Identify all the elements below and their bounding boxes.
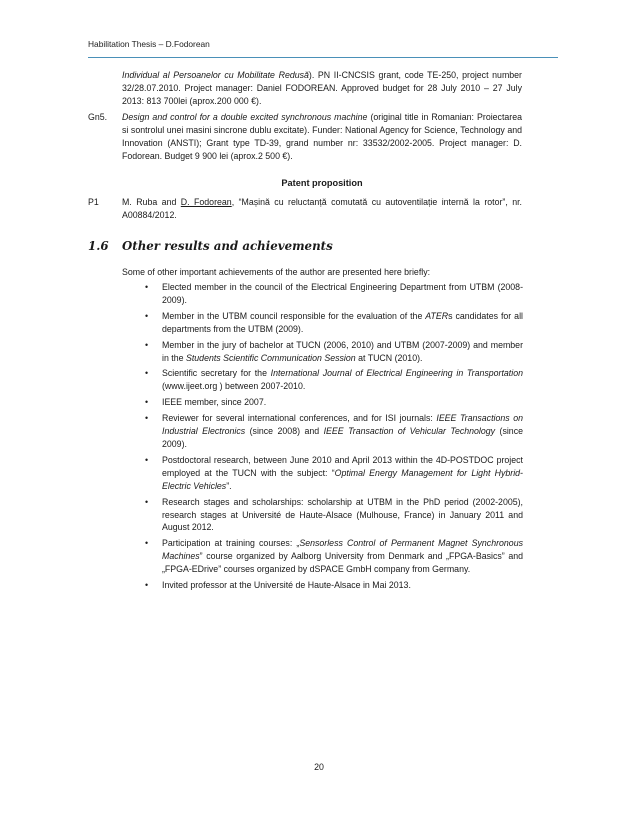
list-item-text: s candidates for all departments from the UTBM (2009). xyxy=(162,310,523,334)
list-item-text: Participation at training courses: „ xyxy=(162,538,300,549)
bullet-icon: • xyxy=(145,339,149,350)
list-item xyxy=(145,396,523,409)
bullet-icon: • xyxy=(145,413,149,424)
list-item-text: Scientific secretary for the xyxy=(162,368,271,379)
bullet-icon: • xyxy=(145,538,149,549)
list-item xyxy=(145,281,523,307)
list-item xyxy=(145,496,523,535)
list-item-text: Elected member in the council of the Electrical Engineering Department from UTBM (2008-2009). xyxy=(162,282,523,305)
list-item-italic: International Journal of Electrical Engineering in Transportation xyxy=(270,368,523,379)
list-item-text: (since 2009). xyxy=(162,426,523,449)
patent-title: , “Mașină cu reluctanță comutată cu autoventilație internă la rotor”, nr. A00884/2012. xyxy=(122,197,522,220)
list-item xyxy=(145,339,523,365)
patent-heading: Patent proposition xyxy=(281,178,363,188)
grant-continuation xyxy=(122,69,522,108)
achievements-list xyxy=(145,281,523,595)
list-item-italic: Sensorless Control of Permanent Magnet Synchronous Machines xyxy=(162,538,523,562)
list-item-text: Member in the UTBM council responsible for the evaluation of the xyxy=(162,310,426,321)
running-header: Habilitation Thesis – D.Fodorean xyxy=(88,39,210,49)
grant-gn5-details: (original title in Romanian: Proiectarea si sontrolul unei masini sincrone dublu excitate). Funder: National Agency for Science, Technology and Innovation (ANSTI); Grant type TD-39, grand number nr: 33532/2002-2005. Project manager: D. Fodorean. Budget 9 900 lei (aprox.2 500 €). xyxy=(122,112,523,161)
grant-details: ). PN II-CNCSIS grant, code TE-250, project number 32/28.07.2010. Project manager: Daniel FODOREAN. Approved budget for 28 July 2010 – 27 July 2013: 813 700lei (aprox.200 000 €). xyxy=(122,70,522,106)
bullet-icon: • xyxy=(145,282,149,292)
list-item-text: Reviewer for several international conferences, and for ISI journals: xyxy=(162,413,437,424)
list-item-text: (www.ijeet.org ) between 2007-2010. xyxy=(162,381,306,392)
section-title: Other results and achievements xyxy=(122,239,333,253)
header-rule xyxy=(88,57,558,58)
grant-title-italic: Individual al Persoanelor cu Mobilitate Redusă xyxy=(122,70,309,80)
patent-entry xyxy=(122,196,522,222)
patent-authors: M. Ruba and xyxy=(122,197,181,207)
list-item-text: Research stages and scholarships: scholarship at UTBM in the PhD period (2002-2005), research stages at Université de Haute-Alsace (Mulhouse, France) in January 2011 and August 2012. xyxy=(162,496,523,533)
list-item-text: ” course organized by Aalborg University from Denmark and „FPGA-Basics” and „FPGA-EDrive” courses organized by dSPACE GmbH company from Germany. xyxy=(162,551,523,575)
page-number: 20 xyxy=(314,762,324,772)
bullet-icon: • xyxy=(145,368,149,379)
list-item-italic: IEEE Transactions on Industrial Electronics xyxy=(162,413,523,437)
list-item-italic: Students Scientific Communication Session xyxy=(185,352,356,363)
list-item xyxy=(145,412,523,451)
list-item-text: Invited professor at the Université de Haute-Alsace in Mai 2013. xyxy=(162,580,411,591)
list-item xyxy=(145,454,523,493)
bullet-icon: • xyxy=(145,454,149,465)
patent-label: P1 xyxy=(88,197,99,207)
bullet-icon: • xyxy=(145,580,149,591)
list-item xyxy=(145,579,523,592)
patent-author-underlined: D. Fodorean xyxy=(180,197,232,207)
list-item xyxy=(145,367,523,393)
bullet-icon: • xyxy=(145,496,149,507)
grant-gn5-title: Design and control for a double excited synchronous machine xyxy=(122,112,368,122)
list-item xyxy=(145,537,523,576)
section-number: 1.6 xyxy=(88,239,109,253)
list-item-text: IEEE member, since 2007. xyxy=(162,397,267,408)
list-item-text: at TUCN (2010). xyxy=(355,352,423,363)
list-item-italic: IEEE Transaction of Vehicular Technology xyxy=(323,426,496,437)
grant-gn5 xyxy=(122,111,522,163)
section-heading xyxy=(88,239,333,253)
bullet-icon: • xyxy=(145,397,149,408)
list-item-text: Postdoctoral research, between June 2010 and April 2013 within the 4D-POSTDOC project employed at the TUCN with the subject: “ xyxy=(162,454,523,478)
section-intro: Some of other important achievements of the author are presented here briefly: xyxy=(122,267,431,277)
list-item-text: Member in the jury of bachelor at TUCN (2006, 2010) and UTBM (2007-2009) and member in the xyxy=(162,339,523,363)
list-item-italic: Optimal Energy Management for Light Hybrid-Electric Vehicles xyxy=(162,467,523,491)
grant-label-gn5: Gn5. xyxy=(88,112,108,122)
list-item-italic: ATER xyxy=(425,310,449,321)
bullet-icon: • xyxy=(145,310,149,321)
list-item xyxy=(145,310,523,336)
list-item-text: (since 2008) and xyxy=(245,426,324,437)
list-item-text: ”. xyxy=(226,480,232,491)
